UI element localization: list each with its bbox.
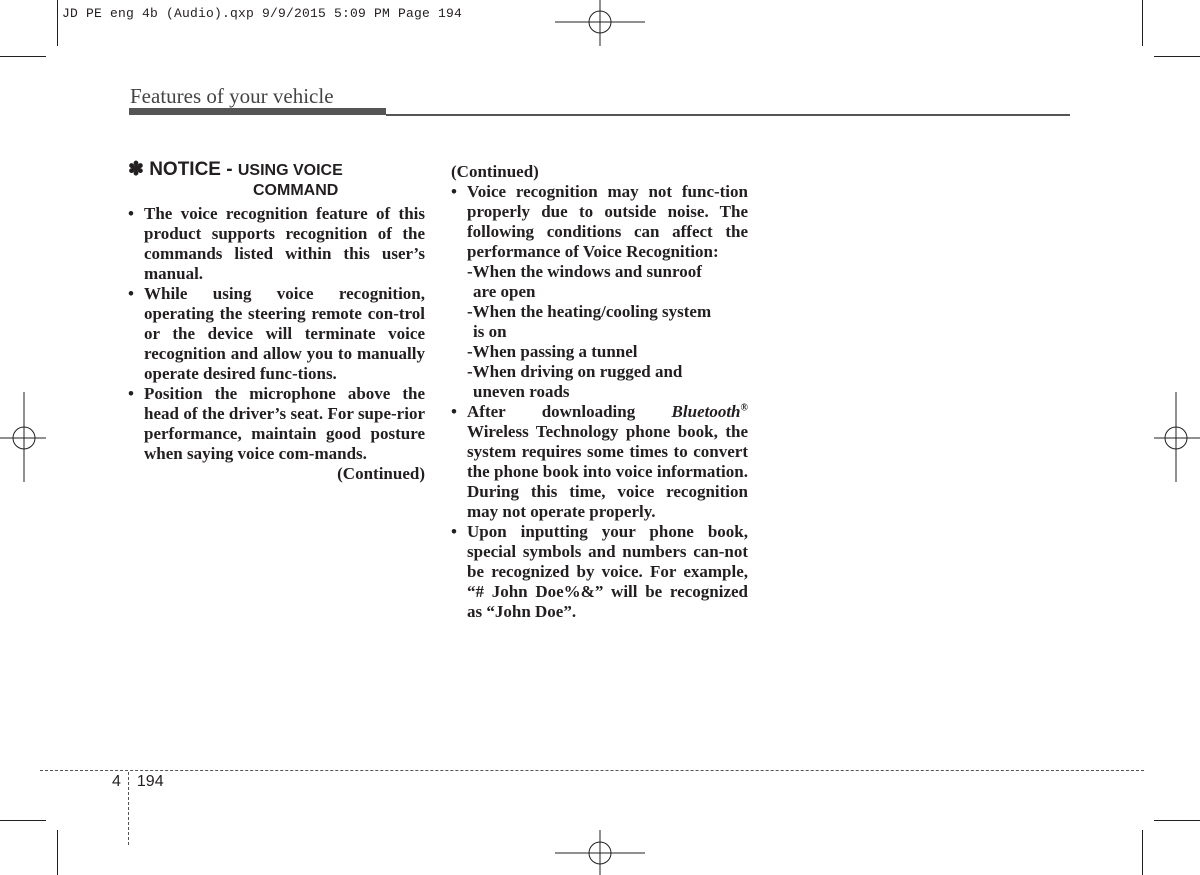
condition-item: -When the heating/cooling system is on bbox=[467, 302, 712, 341]
list-item: • The voice recognition feature of this product supports recognition of the commands listed within this user’s manual. bbox=[128, 204, 425, 283]
crop-mark bbox=[57, 0, 58, 46]
section-title: Features of your vehicle bbox=[130, 84, 334, 108]
list-item: • While using voice recognition, operating the steering remote con-trol or the device will terminate voice recognition and allow you to manually operate desired func-tions. bbox=[128, 284, 425, 383]
bluetooth-brand: Bluetooth bbox=[671, 402, 741, 421]
condition-item: -When driving on rugged and uneven roads bbox=[467, 362, 683, 401]
registration-mark-icon bbox=[555, 0, 645, 46]
continued-heading: (Continued) bbox=[451, 162, 539, 181]
registration-mark-icon bbox=[0, 392, 46, 482]
page-number-value: 194 bbox=[136, 773, 164, 790]
notice-label: NOTICE - bbox=[149, 159, 238, 180]
notice-title-line1: USING VOICE bbox=[237, 162, 343, 179]
right-column bbox=[451, 162, 748, 622]
list-item: • Voice recognition may not func-tion properly due to outside noise. The following conditions can affect the performance of Voice Recognition: bbox=[451, 182, 748, 261]
list-item: • Upon inputting your phone book, special symbols and numbers can-not be recognized by voice. For example, “# John Doe%&” will be recognized as “John Doe”. bbox=[451, 522, 748, 621]
list-item: • Position the microphone above the head of the driver’s seat. For supe-rior performance, maintain good posture when saying voice com-mands. bbox=[128, 384, 425, 463]
header-rule-thin bbox=[386, 114, 1070, 116]
registered-mark: ® bbox=[740, 402, 748, 414]
crop-mark bbox=[0, 56, 46, 57]
header-rule-thick bbox=[129, 108, 386, 115]
condition-item: -When passing a tunnel bbox=[467, 342, 638, 361]
print-slug-line: JD PE eng 4b (Audio).qxp 9/9/2015 5:09 PM Page 194 bbox=[62, 6, 463, 21]
crop-mark bbox=[57, 830, 58, 875]
footer-divider bbox=[40, 770, 1144, 771]
crop-mark bbox=[0, 820, 46, 821]
list-item: • After downloading Bluetooth® Wireless Technology phone book, the system requires some times to convert the phone book into voice information. During this time, voice recognition may not operate properly. bbox=[451, 402, 748, 521]
notice-heading bbox=[128, 160, 425, 200]
notice-star-icon: ✽ bbox=[128, 159, 144, 180]
registration-mark-icon bbox=[1154, 392, 1200, 482]
chapter-number: 4 bbox=[112, 773, 121, 790]
continued-label: (Continued) bbox=[337, 464, 425, 483]
crop-mark bbox=[1142, 830, 1143, 875]
crop-mark bbox=[1154, 56, 1200, 57]
page-number bbox=[112, 773, 164, 791]
crop-mark bbox=[1142, 0, 1143, 46]
crop-mark bbox=[1154, 820, 1200, 821]
condition-item: -When the windows and sunroof are open bbox=[467, 262, 702, 301]
notice-title-line2: COMMAND bbox=[253, 182, 339, 199]
registration-mark-icon bbox=[555, 830, 645, 875]
left-column bbox=[128, 160, 425, 484]
